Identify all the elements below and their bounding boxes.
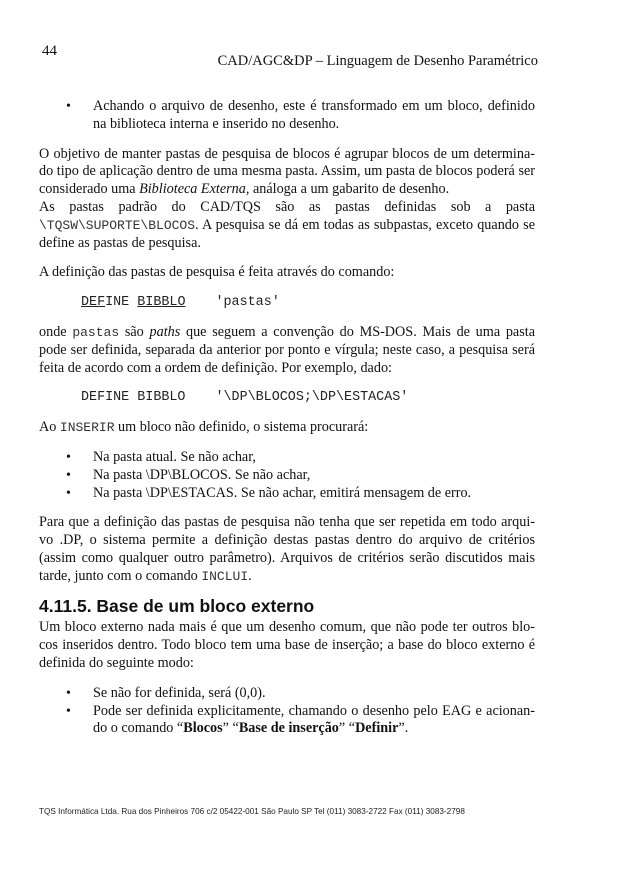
- menu-term: Blocos: [183, 720, 223, 737]
- text-span: As pastas padrão do CAD/TQS são as pastas definidas sob a pasta: [39, 198, 535, 215]
- inline-code: INCLUI: [201, 568, 249, 584]
- text-span: Para que a definição das pastas de pesquisa não tenha que ser repetida em todo arqui-vo .DP, o sistema permite a definição destas pastas dentro do arquivo de critérios (assim como qualquer outro parâmetro). Arquivos de critérios serão discutidos mais tarde, junto com o comando: [39, 514, 535, 584]
- bullet-list-1: [39, 98, 535, 134]
- section-heading: 4.11.5. Base de um bloco externo: [39, 595, 315, 616]
- page-number: 44: [42, 43, 57, 59]
- paragraph-insert: [39, 419, 535, 437]
- inline-code: INSERIR: [59, 420, 115, 436]
- code-token: INE: [105, 295, 130, 311]
- text-span: ” “: [338, 720, 356, 737]
- bullet-icon: •: [66, 703, 71, 719]
- code-token: 'pastas': [215, 295, 280, 311]
- inline-code: pastas: [72, 324, 120, 340]
- text-span: um bloco não definido, o sistema procurará:: [114, 419, 369, 436]
- text-span: onde: [39, 323, 73, 340]
- text-span: ” “: [222, 720, 239, 737]
- running-header-title: CAD/AGC&DP – Linguagem de Desenho Paramétrico: [217, 53, 538, 69]
- page-body: [39, 98, 535, 738]
- paragraph-paths: [39, 324, 535, 377]
- text-span: , análoga a um gabarito de desenho.: [245, 181, 450, 198]
- list-item-text: Achando o arquivo de desenho, este é transformado em um bloco, definido na biblioteca interna e inserido no desenho.: [93, 98, 535, 132]
- list-item-text: Na pasta \DP\BLOCOS. Se não achar,: [93, 466, 311, 483]
- code-line-define: [39, 294, 535, 312]
- list-item-text: Na pasta \DP\ESTACAS. Se não achar, emitirá mensagem de erro.: [93, 484, 472, 501]
- code-token: BIBBLO: [137, 295, 186, 311]
- menu-term: Base de inserção: [238, 720, 339, 737]
- bullet-icon: •: [66, 467, 71, 483]
- list-item: [39, 98, 535, 134]
- text-span: que seguem a convenção do MS-DOS. Mais de uma pasta pode ser definida, separada da anterior por ponto e vírgula; neste caso, a pesquisa será feita de acordo com a ordem de definição. Por exemplo, dado:: [39, 323, 535, 376]
- list-item: [39, 467, 535, 485]
- italic-term: paths: [149, 323, 181, 340]
- bullet-list-2: [39, 449, 535, 502]
- italic-term: Biblioteca Externa: [139, 181, 246, 198]
- list-item: [39, 703, 535, 739]
- text-span: . A pesquisa se dá em todas as subpastas, exceto quando se define as pastas de pesquisa.: [39, 216, 535, 251]
- code-token: '\DP\BLOCOS;\DP\ESTACAS': [215, 390, 409, 406]
- text-span: são: [119, 323, 150, 340]
- list-item: [39, 485, 535, 503]
- page-footer: TQS Informática Ltda. Rua dos Pinheiros 706 c/2 05422-001 São Paulo SP Tel (011) 3083-2722 Fax (011) 3083-2798: [39, 807, 465, 816]
- paragraph-default-folders: [39, 199, 535, 252]
- bullet-icon: •: [66, 449, 71, 465]
- list-item: [39, 449, 535, 467]
- paragraph-objective: [39, 146, 535, 199]
- paragraph-command-intro: A definição das pastas de pesquisa é feita através do comando:: [39, 264, 395, 281]
- bullet-icon: •: [66, 485, 71, 501]
- text-span: O objetivo de manter pastas de pesquisa de blocos é agrupar blocos de um determina-do tipo de aplicação dentro de uma mesma pasta. Assim, um pasta de blocos poderá ser considerado uma: [39, 145, 535, 198]
- list-item: [39, 685, 535, 703]
- text-span: ”.: [398, 720, 409, 737]
- bullet-icon: •: [66, 99, 71, 114]
- text-span: Pode ser definida explicitamente, chamando o desenho pelo EAG e acionan-do o comando “: [93, 702, 535, 737]
- list-item-text: Na pasta atual. Se não achar,: [93, 448, 256, 465]
- code-line-example: [39, 389, 535, 407]
- text-span: .: [248, 567, 252, 584]
- code-token: DEF: [81, 295, 106, 311]
- inline-code: \TQSW\SUPORTE\BLOCOS: [39, 217, 196, 233]
- paragraph-criteria: [39, 514, 535, 585]
- paragraph-external-block: Um bloco externo nada mais é que um desenho comum, que não pode ter outros blo-cos inseridos dentro. Todo bloco tem uma base de inserção; a base do bloco externo é definida do seguinte modo:: [39, 619, 535, 671]
- bullet-icon: •: [66, 685, 71, 701]
- menu-term: Definir: [355, 720, 399, 737]
- text-span: Ao: [39, 419, 60, 436]
- code-token: DEFINE BIBBLO: [81, 390, 186, 406]
- bullet-list-3: [39, 685, 535, 738]
- list-item-text: Se não for definida, será (0,0).: [93, 684, 266, 701]
